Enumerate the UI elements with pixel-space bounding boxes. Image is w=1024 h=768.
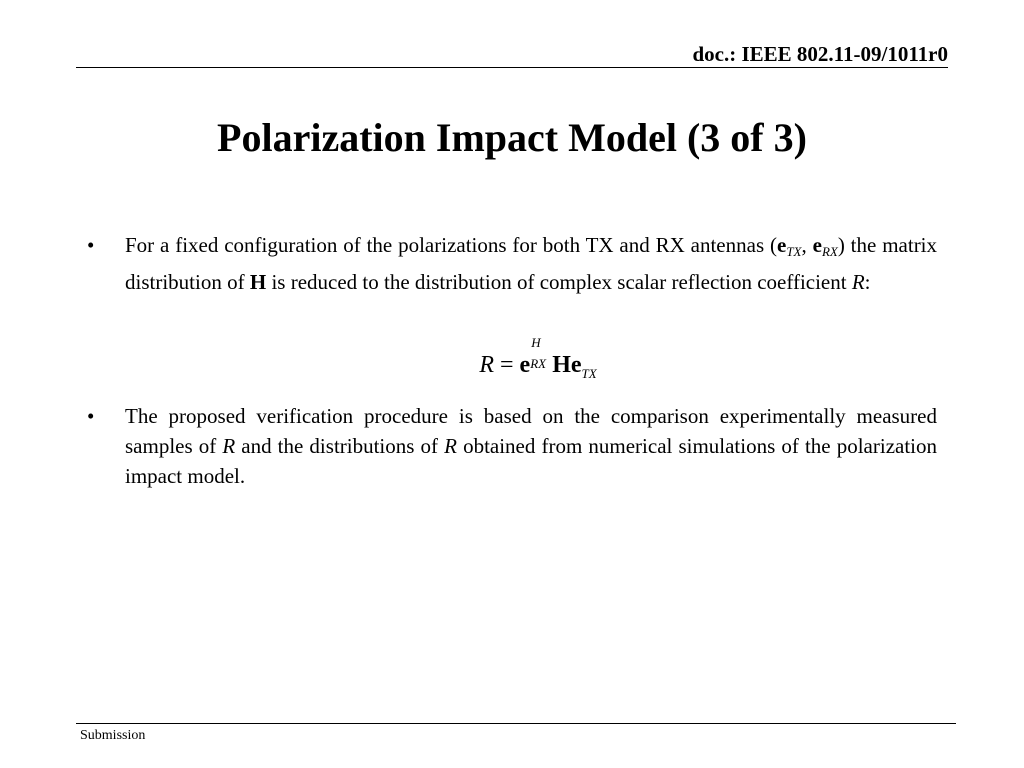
equation-he: He [552,352,582,378]
equation-body [479,335,597,394]
bullet-marker: • [87,233,95,257]
header-divider [76,67,948,68]
text-run: The proposed verification procedure is based on the comparison experimentally measured samples of [125,404,937,458]
document-id: doc.: IEEE 802.11-09/1011r0 [692,42,948,66]
text-run: and the distributions of [235,434,445,458]
bullet-item-2 [87,401,937,491]
text-run: obtained from numerical simulations of the polarization impact model. [125,434,938,488]
subscript-tx: TX [786,244,802,259]
text-run: ) the matrix distribution of [125,233,938,294]
text-run: : [864,270,871,294]
subscript-tx: TX [581,366,597,381]
bullet-marker: • [87,404,95,428]
symbol-r: R [222,434,236,458]
equation-superscript-subscript [530,335,552,372]
symbol-r: R [851,270,865,294]
equation-vector-e: e [519,352,531,378]
text-run: , [801,233,813,257]
bullet-text-1 [125,230,937,297]
bullet-item-1 [87,230,937,297]
equation [0,335,1024,394]
matrix-h: H [249,270,267,294]
vector-e-rx: e [812,233,822,257]
symbol-r: R [444,434,457,458]
footer-submission-label: Submission [80,728,146,743]
text-run: is reduced to the distribution of complex scalar reflection coefficient [266,270,852,294]
bullet-text-2 [125,401,937,491]
subscript-rx: RX [821,244,838,259]
superscript-h: H [531,335,541,350]
equation-lhs: R [479,352,494,378]
vector-e-tx: e [776,233,787,257]
slide-title: Polarization Impact Model (3 of 3) [217,115,807,160]
subscript-rx: RX [530,356,547,371]
footer-divider [76,723,956,724]
equals-sign: = [493,352,520,378]
text-run: For a fixed configuration of the polarizations for both TX and RX antennas ( [125,233,777,257]
